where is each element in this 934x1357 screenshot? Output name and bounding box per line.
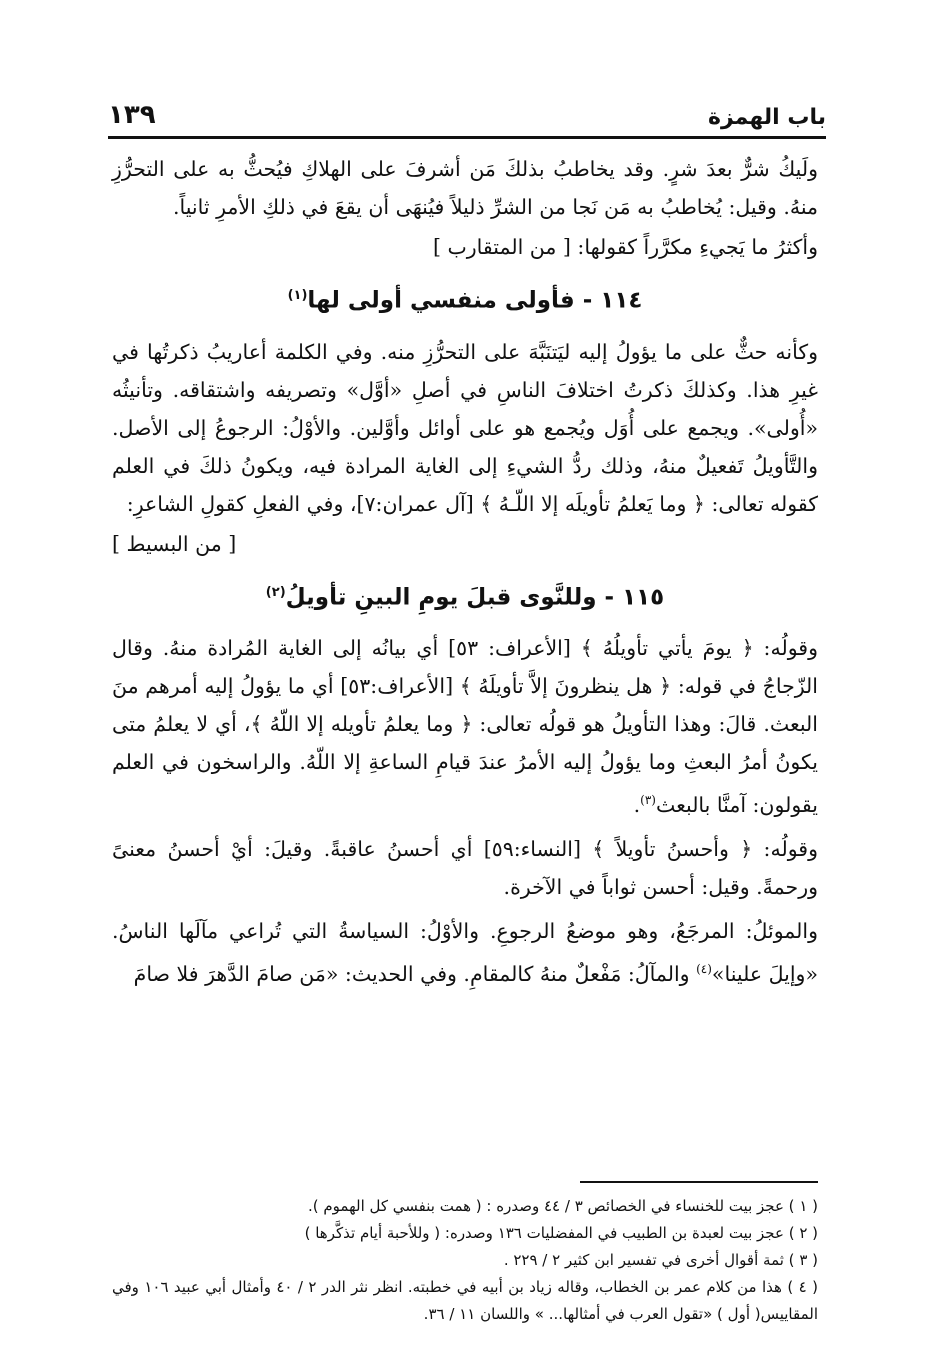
meter-label (112, 525, 818, 563)
chapter-title: باب الهمزة (707, 105, 826, 130)
footnote-ref: (٢) (265, 584, 286, 600)
footnotes (112, 1193, 818, 1328)
running-header (108, 88, 826, 139)
paragraph (112, 629, 818, 824)
paragraph (112, 912, 818, 993)
paragraph-text: والمآلُ: مَفْعلٌ منهُ كالمقامِ. وفي الحديث: «مَن صامَ الدَّهرَ فلا صامَ (133, 961, 697, 986)
footnote-ref: (١) (287, 288, 308, 303)
footnote-ref: (٤) (696, 962, 712, 977)
meter-text: [ من البسيط ] (112, 531, 237, 556)
footnote-ref: (٣) (640, 793, 656, 808)
paragraph: وكأنه حثٌّ على ما يؤولُ إليه ليَتنَبَّهَ على التحرُّزِ منه. وفي الكلمة أعاريبُ ذكرتُها في غيرِ هذا. وكذلكَ ذكرتُ اختلافَ الناسِ في أصلِ «أوَّل» وتصريفه واشتقاقه. وتأنيثُه «أُولى». ويجمع على أُوَل ويُجمع هو على أوائل وأوَّلين. والأوْلُ: الرجوعُ إلى الأصل. والتَّأويلُ تَفعيلٌ منهُ، وذلك ردُّ الشيءِ إلى الغاية المرادة فيه، ويكونُ ذلكَ في العلم كقوله تعالى: ﴿ وما يَعلمُ تأويلَه إلا اللّـهُ ﴾ [آل عمران:٧]، وفي الفعلِ كقولِ الشاعرِ: (112, 339, 818, 516)
footnote-separator (580, 1181, 818, 1183)
paragraph: ولَيكُ شرٌّ بعدَ شرٍ. وقد يخاطبُ بذلكَ مَن أشرفَ على الهلاكِ فيُحثُّ به على التحرُّزِ منهُ. وقيل: يُخاطبُ به مَن نَجا من الشرِّ ذليلاً فيُنهَى أن يقعَ في ذلكِ الأمرِ ثانياً. (112, 157, 818, 219)
footnote: ( ١ ) عجز بيت للخنساء في الخصائص ٣ / ٤٤ وصدره : ( همت بنفسي كل الهموم ). (308, 1197, 818, 1215)
verse-heading (112, 276, 818, 321)
verse-text: ١١٥ - وللنَّوى قبلَ يومِ البينِ تأويلُ (285, 584, 665, 611)
footnote: ( ٣ ) ثمة أقوال أخرى في تفسير ابن كثير ٢ / ٢٢٩ . (503, 1251, 818, 1269)
main-text (112, 150, 818, 999)
footnote: ( ٢ ) عجز بيت لعبدة بن الطبيب في المفضليات ١٣٦ وصدره: ( وللأحبة أيام تذكَّرها ) (304, 1224, 818, 1242)
paragraph: وأكثرُ ما يَجيءِ مكرَّراً كقولها: [ من المتقارب ] (432, 235, 818, 259)
verse-text: ١١٤ - فأولى منفسي أولى لها (307, 287, 643, 314)
paragraph-text: والموئلُ: المرجَعُ، وهو موضعُ الرجوعِ. والأوْلُ: السياسةُ التي تُراعي مآلَها الناسُ. «وإيلَ علينا» (112, 919, 818, 986)
page-number: ١٣٩ (108, 100, 156, 130)
verse-heading (112, 573, 818, 618)
paragraph: وقولُه: ﴿ وأحسنُ تأويلاً ﴾ [النساء:٥٩] أي أحسنُ عاقبةً. وقيلَ: أيْ أحسنُ معنىً ورحمةً. وقيل: أحسن ثواباً في الآخرة. (112, 837, 818, 900)
paragraph-text: وقولُه: ﴿ يومَ يأتي تأويلُهُ ﴾ [الأعراف: ٥٣] أي بيانُه إلى الغاية المُرادة منهُ. وقال الزّجاجُ في قوله: ﴿ هل ينظرونَ إلاَّ تأويلَهُ ﴾ [الأعراف:٥٣] أي ما يؤولُ إليه أمرهم منَ البعث. قالَ: وهذا التأويلُ هو قولُه تعالى: ﴿ وما يعلمُ تأويله إلا اللّهُ ﴾، أي لا يعلمُ متى يكونُ أمرُ البعثِ وما يؤولُ إليه الأمرُ عندَ قيامِ الساعةِ إلا اللّهُ. والراسخون في العلم يقولون: آمنَّا بالبعث (112, 636, 818, 818)
paragraph-end: . (633, 793, 641, 818)
footnote: ( ٤ ) هذا من كلام عمر بن الخطاب، وقاله زياد بن أبيه في خطبته. انظر نثر الدر ٢ / ٤٠ وأمثال أبي عبيد ١٠٦ وفي المقاييس( أول ) «تقول العرب في أمثالها... » واللسان ١١ / ٣٦. (112, 1278, 819, 1323)
